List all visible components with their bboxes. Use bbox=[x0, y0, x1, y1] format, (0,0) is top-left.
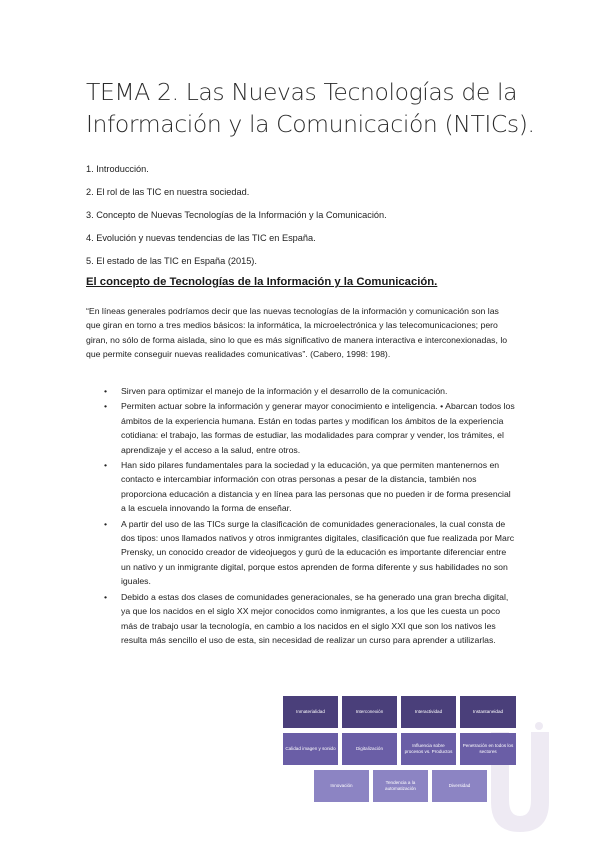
bullet-item bbox=[104, 517, 516, 589]
diagram-box-label: Tendencia a la automatización bbox=[385, 780, 416, 791]
toc-item: 4. Evolución y nuevas tendencias de las TIC en España. bbox=[86, 233, 316, 243]
diagram-box-tendencia-automatizacion bbox=[373, 770, 428, 802]
page-title: TEMA 2. Las Nuevas Tecnologías de la Información y la Comunicación (NTICs). bbox=[86, 78, 535, 138]
characteristics-diagram bbox=[283, 696, 516, 802]
bullet-item bbox=[104, 399, 516, 457]
bullet-dot-icon: • bbox=[104, 518, 108, 529]
toc-item: 5. El estado de las TIC en España (2015). bbox=[86, 256, 257, 266]
bullet-text: Sirven para optimizar el manejo de la información y el desarrollo de la comunicación. bbox=[121, 386, 448, 396]
diagram-box-label: Innovación bbox=[330, 783, 353, 789]
diagram-box-calidad-imagen-sonido bbox=[283, 733, 338, 765]
diagram-box-label: Calidad imagen y sonido bbox=[285, 746, 336, 752]
bullet-dot-icon: • bbox=[104, 401, 108, 412]
diagram-box-penetracion-sectores bbox=[460, 733, 516, 765]
bullet-dot-icon: • bbox=[104, 386, 108, 396]
diagram-box-digitalizacion bbox=[342, 733, 397, 765]
toc-item: 3. Concepto de Nuevas Tecnologías de la Información y la Comunicación. bbox=[86, 210, 387, 220]
bullet-dot-icon: • bbox=[104, 591, 108, 602]
toc-item: 1. Introducción. bbox=[86, 164, 149, 174]
diagram-box-label: Diversidad bbox=[448, 783, 471, 789]
bullet-item bbox=[104, 458, 516, 516]
diagram-box-label: Inmaterialidad bbox=[296, 709, 325, 715]
bullet-item bbox=[104, 590, 516, 648]
diagram-box-label: Interactividad bbox=[414, 709, 443, 715]
diagram-box-influencia-procesos bbox=[401, 733, 456, 765]
bullet-text: Han sido pilares fundamentales para la sociedad y la educación, ya que permiten mantenernos en contacto e intercambiar información con otras personas a pesar de la distancia, también nos proporciona educación a distancia y en línea para las personas que no pueden ir de forma presencial a la escuela innovando la forma de enseñar. bbox=[121, 460, 511, 514]
diagram-box-instantaneidad bbox=[460, 696, 516, 728]
diagram-box-label: Influencia sobre procesos vs. Productos bbox=[404, 743, 453, 754]
bullet-item bbox=[104, 384, 516, 398]
diagram-box-inmaterialidad bbox=[283, 696, 338, 728]
diagram-box-interconexion bbox=[342, 696, 397, 728]
diagram-box-label: Interconexión bbox=[355, 709, 384, 715]
diagram-box-innovacion bbox=[314, 770, 369, 802]
section-heading: El concepto de Tecnologías de la Información y la Comunicación. bbox=[86, 276, 438, 288]
table-of-contents bbox=[86, 164, 526, 279]
toc-item: 2. El rol de las TIC en nuestra sociedad. bbox=[86, 187, 250, 197]
bullet-text: Debido a estas dos clases de comunidades generacionales, se ha generado una gran brecha digital, ya que los nacidos en el siglo XX mejor conocidos como inmigrantes, a los que les cuesta un poco más de trabajo usar la tecnología, en cambio a los nacidos en el siglo XXI que son los nativos les resulta más sencillo el uso de esta, sin necesidad de realizar un curso para aprender a utilizarlas. bbox=[121, 591, 509, 645]
diagram-box-label: Digitalización bbox=[355, 746, 384, 752]
bullet-text: Permiten actuar sobre la información y generar mayor conocimiento e inteligencia. • Abarcan todos los ámbitos de la experiencia humana. Están en todas partes y modifican los ámbitos de la experiencia cotidiana: el trabajo, las formas de estudiar, las modalidades para comprar y vender, los trámites, el aprendizaje y el acceso a la salud, entre otros. bbox=[121, 401, 515, 455]
bullet-list bbox=[104, 384, 516, 648]
diagram-box-label: Penetración en todos los sectores bbox=[462, 743, 514, 754]
diagram-box-interactividad bbox=[401, 696, 456, 728]
diagram-box-diversidad bbox=[432, 770, 487, 802]
bullet-text: A partir del uso de las TICs surge la clasificación de comunidades generacionales, la cual consta de dos tipos: unos llamados nativos y otros inmigrantes digitales, clasificación que fue realizada por Marc Prensky, un conocido creador de videojuegos y gurú de la educación es importante diferenciar entre un nativo y un inmigrante digital, porque estos aprenden de forma diferente y sus habilidades no son iguales. bbox=[121, 518, 515, 587]
bullet-dot-icon: • bbox=[104, 460, 108, 471]
diagram-box-label: Instantaneidad bbox=[472, 709, 504, 715]
quote-paragraph: “En líneas generales podríamos decir que las nuevas tecnologías de la información y comunicación son las que giran en torno a tres medios básicos: la informática, la microelectrónica y las telecomunicaciones; pero giran, no sólo de forma aislada, sino lo que es más significativo de manera interactiva e interconexionadas, lo que permite conseguir nuevas realidades comunicativas”. (Cabero, 1998: 198). bbox=[86, 306, 508, 360]
